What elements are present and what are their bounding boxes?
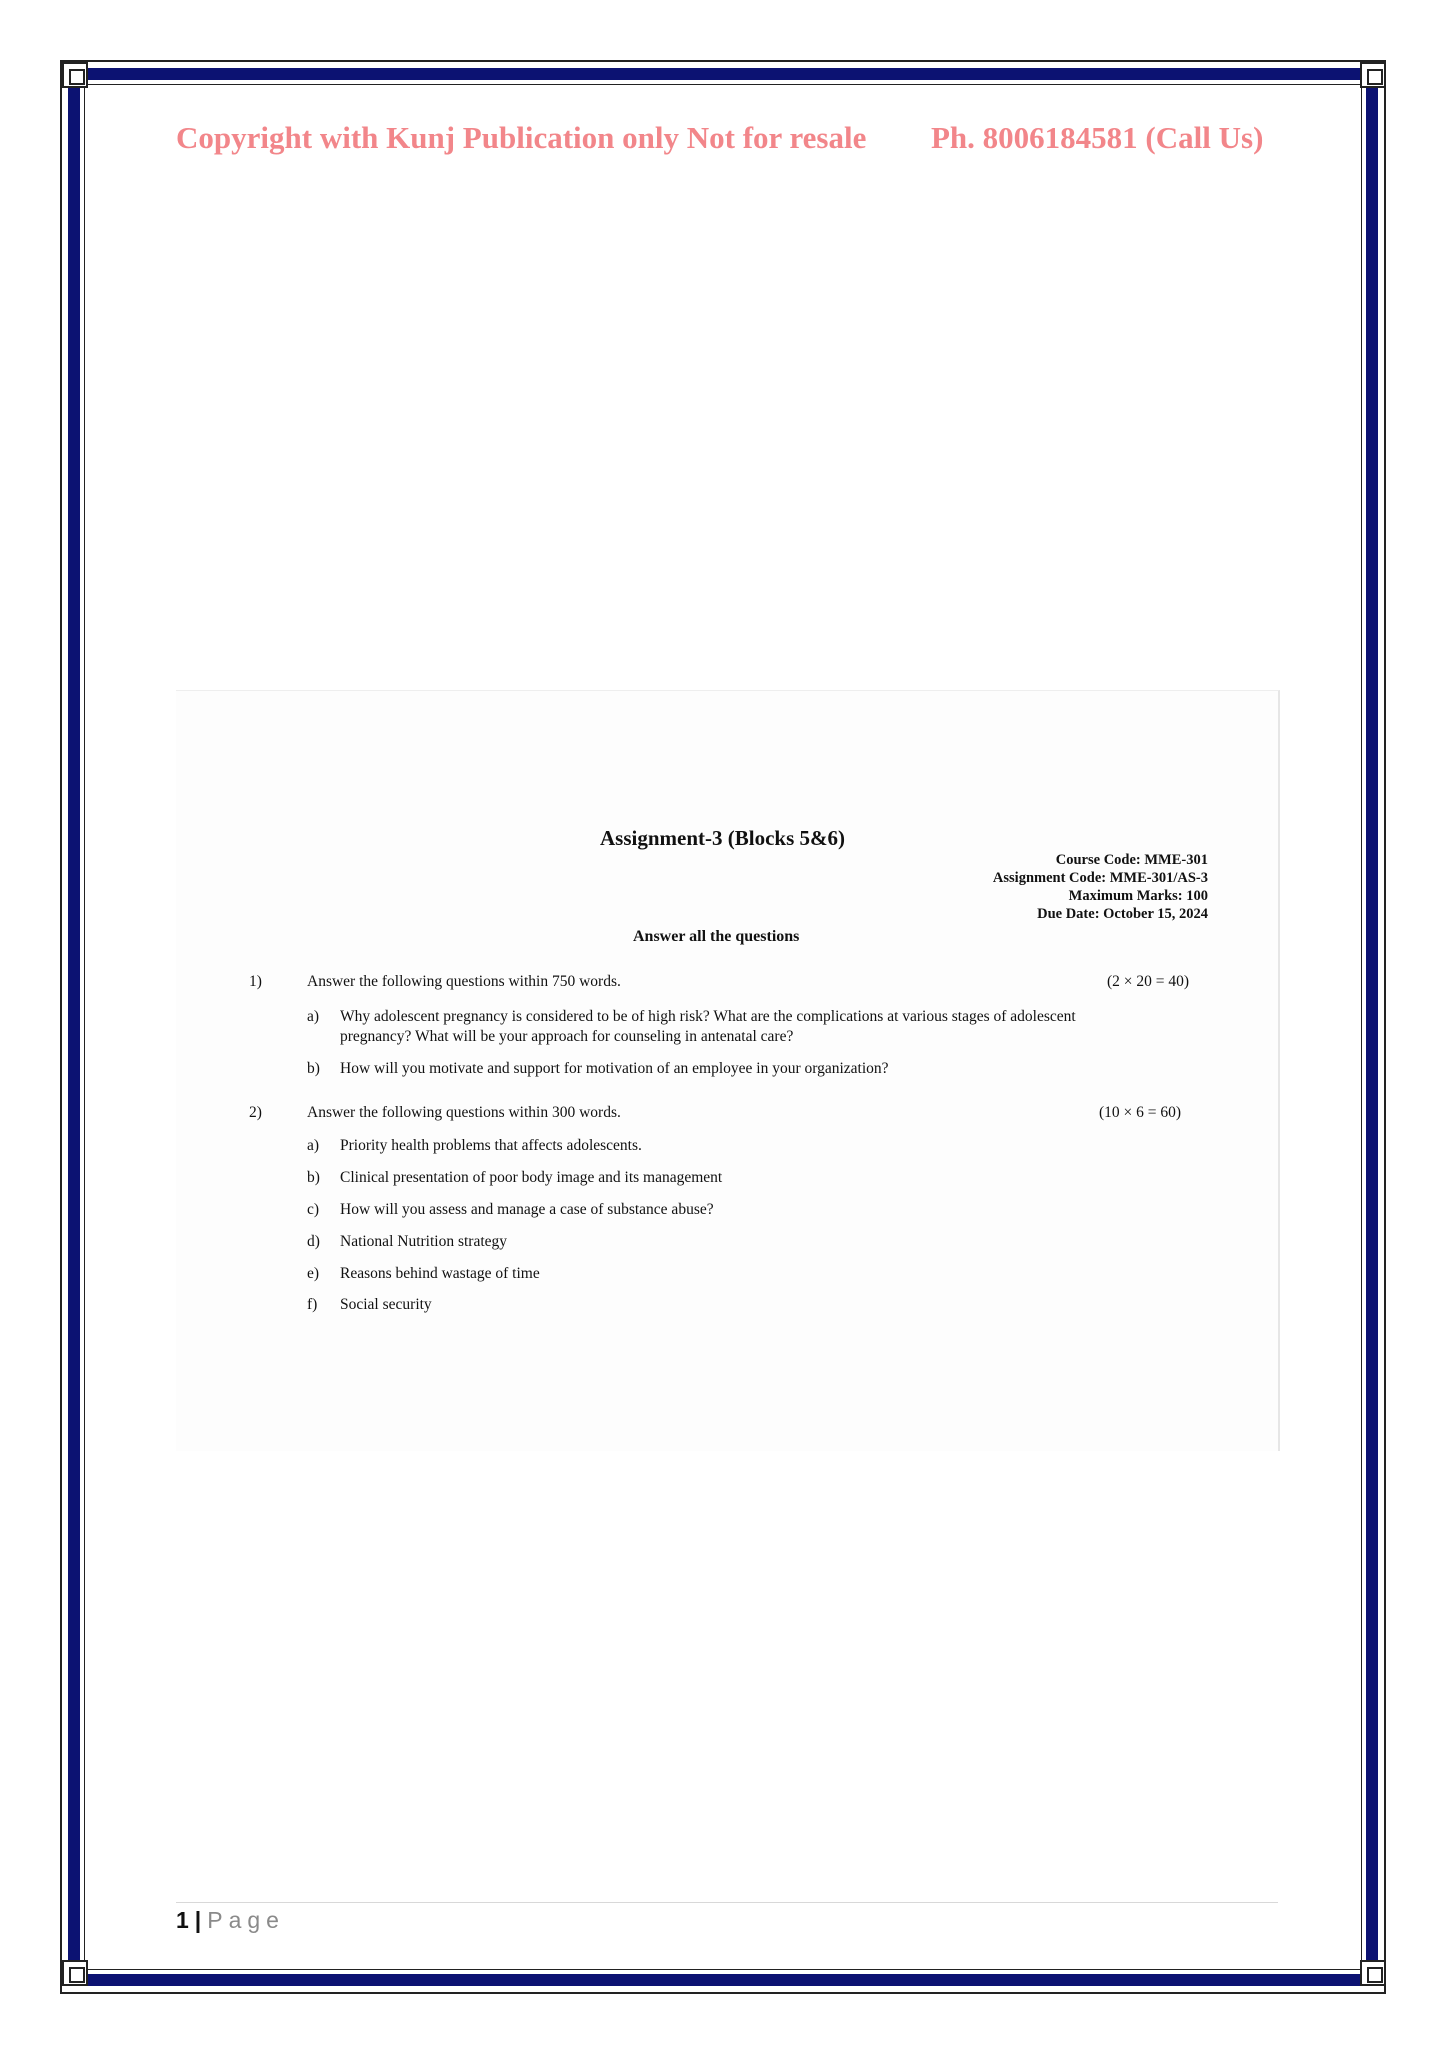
corner-ornament-top-right [1360, 62, 1386, 88]
part-text: Clinical presentation of poor body image and its management [340, 1169, 723, 1186]
footer-rule [176, 1902, 1278, 1903]
page-label: Page [207, 1907, 285, 1933]
question-text: Answer the following questions within 750 words. [307, 973, 621, 990]
page-number: 1 [176, 1907, 189, 1933]
footer-separator: | [194, 1907, 202, 1933]
assignment-meta [993, 851, 1208, 923]
question-text: Answer the following questions within 300 words. [307, 1104, 621, 1121]
copyright-notice: Copyright with Kunj Publication only Not for resale [176, 120, 867, 155]
part-letter: a) [307, 1137, 320, 1154]
due-date: Due Date: October 15, 2024 [1037, 906, 1208, 922]
part-text: Why adolescent pregnancy is considered to be of high risk? What are the complications at various stages of adolescent pregnancy? What will be your approach for counseling in antenatal care? [340, 1008, 1076, 1045]
part-letter: b) [307, 1169, 320, 1186]
question-1-marks: (2 × 20 = 40) [1107, 973, 1190, 990]
maximum-marks: Maximum Marks: 100 [1068, 888, 1208, 904]
phone-number: Ph. 8006184581 (Call Us) [931, 120, 1264, 155]
corner-ornament-top-left [62, 62, 88, 88]
corner-ornament-bottom-left [62, 1960, 88, 1986]
question-number: 1) [249, 973, 262, 990]
part-letter: b) [307, 1060, 320, 1077]
page-footer [176, 1907, 285, 1934]
instruction: Answer all the questions [633, 928, 800, 945]
part-text: Social security [340, 1296, 432, 1313]
part-text: Reasons behind wastage of time [340, 1265, 540, 1282]
part-text: How will you assess and manage a case of substance abuse? [340, 1201, 714, 1218]
part-letter: d) [307, 1233, 320, 1250]
part-letter: e) [307, 1265, 320, 1282]
question-2-marks: (10 × 6 = 60) [1099, 1104, 1182, 1121]
corner-ornament-bottom-right [1360, 1960, 1386, 1986]
part-text: How will you motivate and support for motivation of an employee in your organization? [340, 1060, 889, 1077]
assignment-scan [176, 690, 1280, 1451]
part-text: Priority health problems that affects adolescents. [340, 1137, 642, 1154]
part-letter: f) [307, 1296, 318, 1313]
part-letter: c) [307, 1201, 320, 1218]
part-letter: a) [307, 1008, 320, 1025]
assignment-code: Assignment Code: MME-301/AS-3 [992, 870, 1208, 886]
assignment-title: Assignment-3 (Blocks 5&6) [600, 826, 845, 850]
page-header [176, 120, 1276, 170]
part-text: National Nutrition strategy [340, 1233, 508, 1250]
question-number: 2) [249, 1104, 262, 1121]
course-code: Course Code: MME-301 [1055, 852, 1208, 868]
